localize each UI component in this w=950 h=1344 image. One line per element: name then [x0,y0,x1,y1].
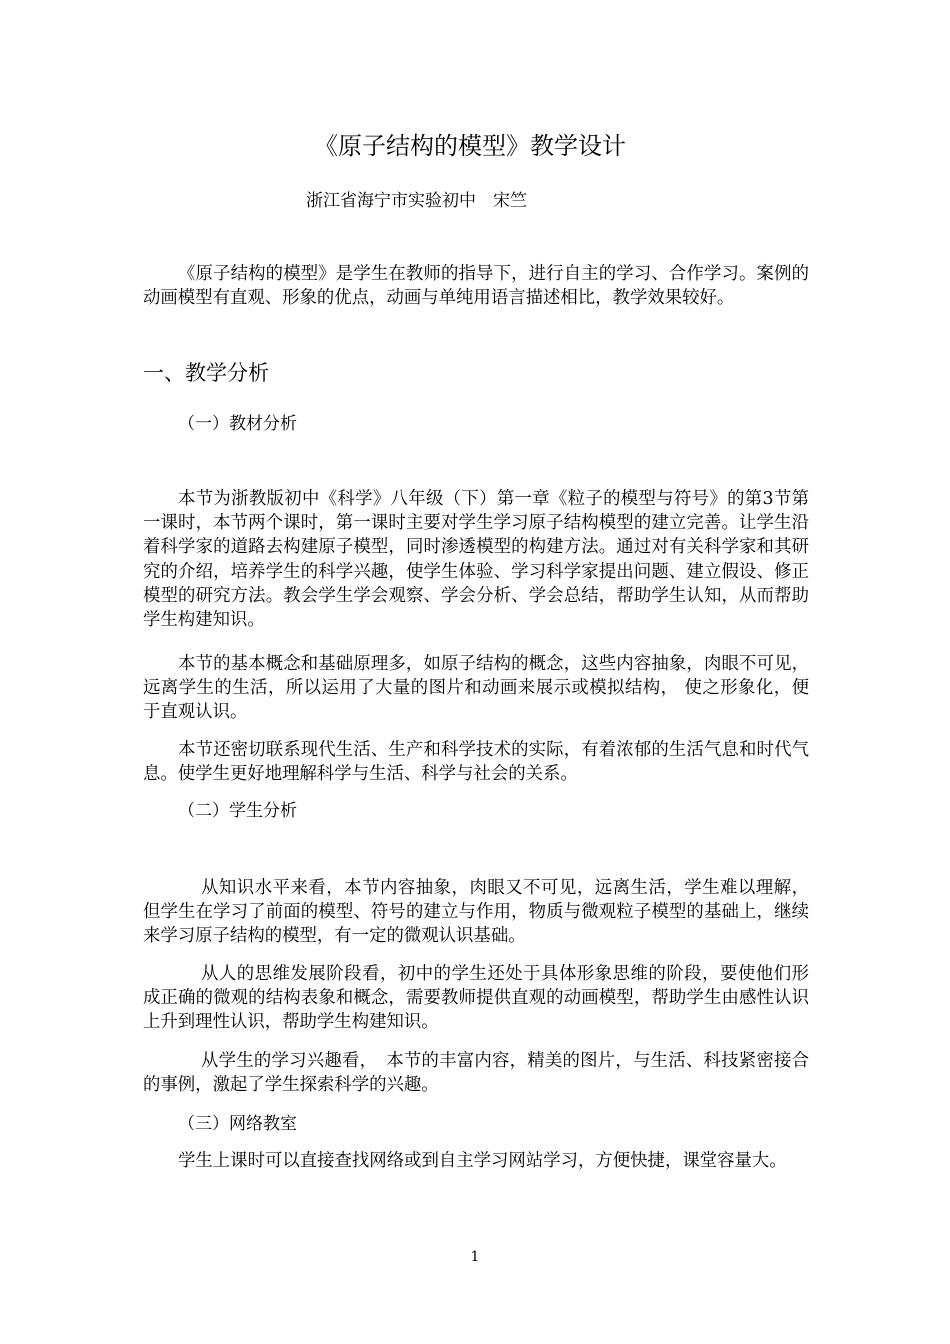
intro-paragraph: 《原子结构的模型》是学生在教师的指导下，进行自主的学习、合作学习。案例的动画模型有直观、形象的优点，动画与单纯用语言描述相比，教学效果较好。 [143,264,809,309]
subheading-textbook-analysis: （一）教材分析 [178,414,297,434]
author-line: 浙江省海宁市实验初中 宋竺 [306,191,527,211]
textbook-paragraph-3: 本节还密切联系现代生活、生产和科学技术的实际，有着浓郁的生活气息和时代气息。使学生更好地理解科学与生活、科学与社会的关系。 [143,740,809,785]
student-paragraph-1: 从知识水平来看，本节内容抽象，肉眼又不可见，远离生活，学生难以理解，但学生在学习了前面的模型、符号的建立与作用，物质与微观粒子模型的基础上，继续来学习原子结构的模型，有一定的微观认识基础。 [143,878,809,947]
subheading-network-classroom: （三）网络教室 [178,1114,297,1134]
textbook-paragraph-2: 本节的基本概念和基础原理多，如原子结构的概念，这些内容抽象，肉眼不可见，远离学生的生活，所以运用了大量的图片和动画来展示或模拟结构， 使之形象化，便于直观认识。 [143,654,809,723]
network-paragraph: 学生上课时可以直接查找网络或到自主学习网站学习，方便快捷，课堂容量大。 [178,1151,787,1171]
student-paragraph-3: 从学生的学习兴趣看， 本节的丰富内容，精美的图片，与生活、科技紧密接合的事例，激起了学生探索科学的兴趣。 [143,1051,809,1096]
student-paragraph-2: 从人的思维发展阶段看，初中的学生还处于具体形象思维的阶段，要使他们形成正确的微观的结构表象和概念，需要教师提供直观的动画模型，帮助学生由感性认识上升到理性认识，帮助学生构建知识。 [143,964,809,1033]
document-title: 《原子结构的模型》教学设计 [314,132,626,160]
section-heading-analysis: 一、教学分析 [143,361,269,385]
subheading-student-analysis: （二）学生分析 [178,801,297,821]
page-number: 1 [470,1249,480,1265]
textbook-paragraph-1: 本节为浙教版初中《科学》八年级（下）第一章《粒子的模型与符号》的第3节第一课时，本节两个课时，第一课时主要对学生学习原子结构模型的建立完善。让学生沿着科学家的道路去构建原子模型，同时渗透模型的构建方法。通过对有关科学家和其研究的介绍，培养学生的科学兴趣，使学生体验、学习科学家提出问题、建立假设、修正模型的研究方法。教会学生学会观察、学会分析、学会总结，帮助学生认知，从而帮助学生构建知识。 [143,489,809,631]
